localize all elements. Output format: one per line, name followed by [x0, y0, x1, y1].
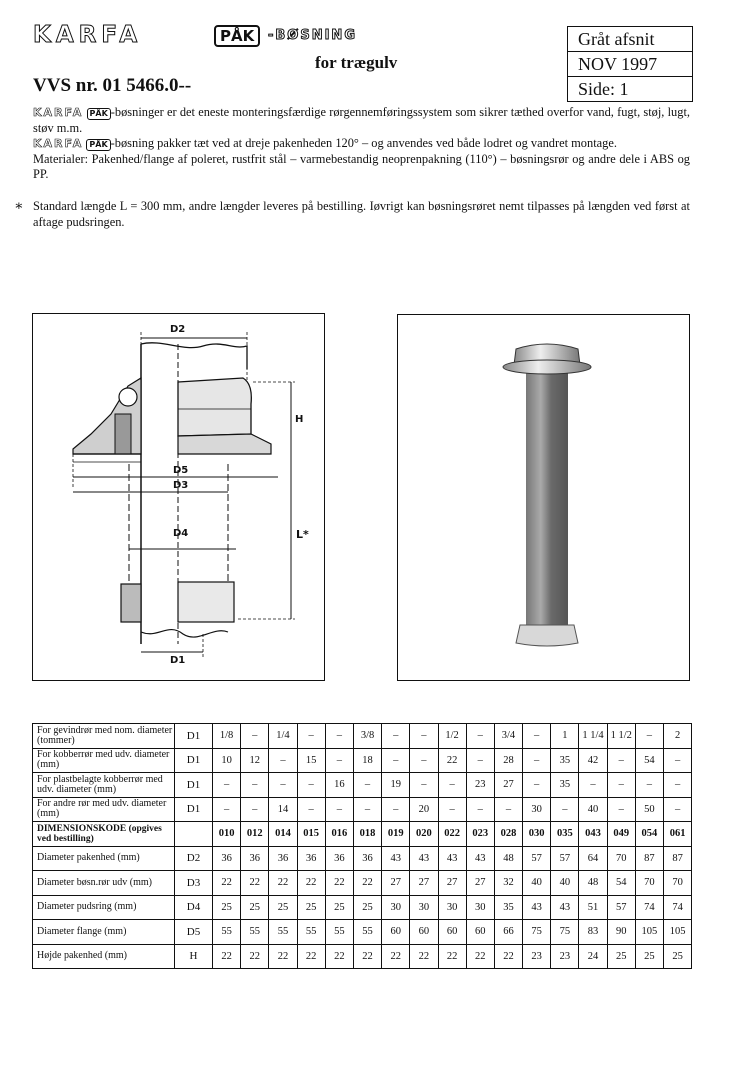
table-cell: 22 — [213, 871, 241, 896]
table-cell: 010 — [213, 822, 241, 847]
table-cell: 27 — [438, 871, 466, 896]
label-d3: D3 — [173, 480, 189, 491]
table-cell: 28 — [494, 748, 522, 773]
row-label: Diameter pakenhed (mm) — [33, 846, 175, 871]
product-photo — [397, 314, 690, 681]
row-symbol — [175, 822, 213, 847]
table-cell: 015 — [297, 822, 325, 847]
table-cell: 32 — [494, 871, 522, 896]
table-cell: 87 — [664, 846, 692, 871]
row-label: Diameter pudsring (mm) — [33, 895, 175, 920]
table-cell: 3/4 — [494, 724, 522, 749]
table-cell: 36 — [213, 846, 241, 871]
table-cell: 30 — [466, 895, 494, 920]
table-cell: – — [410, 773, 438, 798]
table-cell: – — [241, 797, 269, 822]
table-cell: – — [325, 797, 353, 822]
table-cell: 22 — [353, 944, 381, 969]
section-drawing — [33, 314, 324, 680]
inline-brand: KARFA — [33, 106, 84, 119]
table-row — [33, 748, 692, 773]
table-cell: 22 — [325, 944, 353, 969]
table-cell: 55 — [297, 920, 325, 945]
table-cell: 40 — [523, 871, 551, 896]
row-label: Diameter bøsn.rør udv (mm) — [33, 871, 175, 896]
table-cell: – — [607, 773, 635, 798]
table-cell: 60 — [410, 920, 438, 945]
table-row — [33, 797, 692, 822]
table-cell: 016 — [325, 822, 353, 847]
table-cell: – — [325, 748, 353, 773]
table-cell: 22 — [438, 944, 466, 969]
table-cell: 51 — [579, 895, 607, 920]
table-cell: 22 — [466, 944, 494, 969]
table-cell: 83 — [579, 920, 607, 945]
row-symbol: D5 — [175, 920, 213, 945]
table-row — [33, 895, 692, 920]
table-cell: 74 — [664, 895, 692, 920]
table-cell: 061 — [664, 822, 692, 847]
table-cell: 27 — [382, 871, 410, 896]
table-cell: 22 — [297, 871, 325, 896]
section-label: Gråt afsnit — [568, 27, 692, 52]
table-cell: 57 — [551, 846, 579, 871]
table-cell: – — [551, 797, 579, 822]
table-cell: 019 — [382, 822, 410, 847]
table-cell: 3/8 — [353, 724, 381, 749]
table-cell: – — [297, 773, 325, 798]
table-cell: – — [664, 748, 692, 773]
table-cell: 1/8 — [213, 724, 241, 749]
table-cell: 25 — [297, 895, 325, 920]
table-cell: – — [523, 748, 551, 773]
table-cell: 24 — [579, 944, 607, 969]
table-cell: 020 — [410, 822, 438, 847]
table-cell: 2 — [664, 724, 692, 749]
table-cell: 36 — [269, 846, 297, 871]
table-cell: 40 — [551, 871, 579, 896]
table-cell: 25 — [664, 944, 692, 969]
subtitle: for trægulv — [315, 53, 398, 72]
info-box — [567, 26, 693, 102]
table-cell: – — [325, 724, 353, 749]
product-name: -BØSNING — [268, 28, 357, 43]
table-cell: – — [466, 724, 494, 749]
table-cell: 43 — [466, 846, 494, 871]
table-cell: – — [382, 797, 410, 822]
row-symbol: D1 — [175, 724, 213, 749]
table-row — [33, 724, 692, 749]
table-cell: 030 — [523, 822, 551, 847]
table-cell: 36 — [353, 846, 381, 871]
table-cell: 90 — [607, 920, 635, 945]
table-cell: 105 — [635, 920, 663, 945]
inline-brand: KARFA — [33, 137, 84, 150]
table-cell: 60 — [382, 920, 410, 945]
table-cell: 012 — [241, 822, 269, 847]
table-cell: 1/2 — [438, 724, 466, 749]
intro-p2: KARFA PÅK -bøsning pakker tæt ved at dreje pakenheden 120° – og anvendes ved både lodret og vandret montage. — [33, 136, 617, 150]
intro-text — [33, 105, 690, 183]
row-symbol: D1 — [175, 773, 213, 798]
row-symbol: D1 — [175, 797, 213, 822]
table-cell: – — [466, 797, 494, 822]
table-cell: 70 — [607, 846, 635, 871]
table-cell: – — [213, 797, 241, 822]
table-cell: – — [297, 724, 325, 749]
table-cell: 23 — [523, 944, 551, 969]
table-cell: 43 — [382, 846, 410, 871]
table-cell: 74 — [635, 895, 663, 920]
table-cell: 66 — [494, 920, 522, 945]
star-mark: ∗ — [14, 199, 24, 214]
table-cell: – — [607, 797, 635, 822]
row-symbol: D3 — [175, 871, 213, 896]
table-cell: 25 — [325, 895, 353, 920]
table-cell: 48 — [494, 846, 522, 871]
row-label: DIMENSIONSKODE (opgives ved bestilling) — [33, 822, 175, 847]
table-cell: – — [438, 773, 466, 798]
table-cell: 55 — [241, 920, 269, 945]
table-cell: 018 — [353, 822, 381, 847]
row-label: For plastbelagte kobberrør med udv. diameter (mm) — [33, 773, 175, 798]
table-cell: – — [241, 773, 269, 798]
table-row — [33, 822, 692, 847]
table-cell: – — [635, 724, 663, 749]
table-cell: 87 — [635, 846, 663, 871]
table-cell: – — [269, 748, 297, 773]
table-cell: 1 — [551, 724, 579, 749]
bushing-photo — [398, 315, 689, 680]
table-cell: 60 — [466, 920, 494, 945]
table-cell: 42 — [579, 748, 607, 773]
table-cell: – — [382, 748, 410, 773]
inline-pak: PÅK — [86, 139, 110, 151]
table-cell: – — [410, 748, 438, 773]
pak-logo: PÅK — [214, 25, 260, 47]
table-cell: 55 — [325, 920, 353, 945]
table-cell: 43 — [438, 846, 466, 871]
table-cell: 70 — [664, 871, 692, 896]
table-cell: – — [607, 748, 635, 773]
table-cell: 25 — [635, 944, 663, 969]
table-cell: 25 — [353, 895, 381, 920]
table-cell: – — [523, 724, 551, 749]
table-cell: 12 — [241, 748, 269, 773]
table-cell: 75 — [551, 920, 579, 945]
table-cell: 10 — [213, 748, 241, 773]
table-row — [33, 871, 692, 896]
table-cell: – — [579, 773, 607, 798]
table-cell: 22 — [494, 944, 522, 969]
table-cell: – — [664, 797, 692, 822]
table-cell: 16 — [325, 773, 353, 798]
intro-p1: KARFA PÅK -bøsninger er det eneste monteringsfærdige rørgennemføringssystem som sikrer tæthed overfor vand, fugt, støj, lugt, støv m.m. — [33, 105, 690, 135]
table-cell: 27 — [466, 871, 494, 896]
table-cell: 022 — [438, 822, 466, 847]
row-label: For gevindrør med nom. diameter (tommer) — [33, 724, 175, 749]
table-row — [33, 944, 692, 969]
table-cell: 27 — [494, 773, 522, 798]
table-cell: 43 — [523, 895, 551, 920]
brand-logo: KARFA — [33, 22, 143, 48]
table-cell: 25 — [213, 895, 241, 920]
table-cell: 30 — [382, 895, 410, 920]
row-symbol: D1 — [175, 748, 213, 773]
table-cell: 35 — [551, 748, 579, 773]
table-cell: 54 — [635, 748, 663, 773]
inline-pak: PÅK — [87, 108, 111, 120]
table-row — [33, 773, 692, 798]
table-cell: 50 — [635, 797, 663, 822]
table-cell: 22 — [213, 944, 241, 969]
label-d1: D1 — [170, 655, 186, 666]
table-cell: 035 — [551, 822, 579, 847]
table-cell: 36 — [325, 846, 353, 871]
label-h: H — [295, 414, 304, 425]
table-cell: – — [241, 724, 269, 749]
table-cell: – — [466, 748, 494, 773]
label-d2: D2 — [170, 324, 186, 335]
table-cell: 30 — [523, 797, 551, 822]
label-d4: D4 — [173, 528, 189, 539]
table-cell: 55 — [213, 920, 241, 945]
table-cell: 023 — [466, 822, 494, 847]
table-cell: 22 — [241, 944, 269, 969]
table-cell: – — [523, 773, 551, 798]
table-cell: 57 — [523, 846, 551, 871]
table-cell: 22 — [325, 871, 353, 896]
table-cell: 36 — [241, 846, 269, 871]
table-cell: 054 — [635, 822, 663, 847]
label-l: L* — [296, 528, 309, 541]
table-cell: 43 — [410, 846, 438, 871]
table-cell: 54 — [607, 871, 635, 896]
table-cell: 25 — [607, 944, 635, 969]
table-cell: 22 — [269, 944, 297, 969]
table-cell: 30 — [438, 895, 466, 920]
table-cell: 43 — [551, 895, 579, 920]
table-cell: 27 — [410, 871, 438, 896]
table-cell: 22 — [382, 944, 410, 969]
page-label: Side: 1 — [578, 79, 629, 99]
date-label: NOV 1997 — [568, 52, 692, 77]
table-cell: – — [494, 797, 522, 822]
table-cell: 48 — [579, 871, 607, 896]
vvs-number: VVS nr. 01 5466.0-- — [33, 75, 192, 96]
table-cell: 36 — [297, 846, 325, 871]
table-cell: – — [635, 773, 663, 798]
table-cell: 22 — [269, 871, 297, 896]
table-cell: – — [269, 773, 297, 798]
table-cell: 1 1/4 — [579, 724, 607, 749]
table-cell: 22 — [241, 871, 269, 896]
table-cell: 55 — [353, 920, 381, 945]
table-cell: 57 — [607, 895, 635, 920]
table-cell: 55 — [269, 920, 297, 945]
table-cell: 028 — [494, 822, 522, 847]
row-label: Diameter flange (mm) — [33, 920, 175, 945]
table-cell: 14 — [269, 797, 297, 822]
label-d5: D5 — [173, 465, 189, 476]
table-cell: 23 — [466, 773, 494, 798]
row-label: For andre rør med udv. diameter (mm) — [33, 797, 175, 822]
table-cell: 25 — [241, 895, 269, 920]
table-cell: 22 — [438, 748, 466, 773]
table-cell: 22 — [410, 944, 438, 969]
table-cell: 22 — [353, 871, 381, 896]
row-symbol: D2 — [175, 846, 213, 871]
table-cell: 15 — [297, 748, 325, 773]
intro-p3: Materialer: Pakenhed/flange af poleret, rustfrit stål – varmebestandig neoprenpakning (110°) – bøsningsrør og andre dele i ABS og PP. — [33, 151, 690, 181]
dimension-table — [32, 723, 692, 969]
table-cell: 22 — [297, 944, 325, 969]
table-cell: 25 — [269, 895, 297, 920]
table-cell: 19 — [382, 773, 410, 798]
table-cell: 30 — [410, 895, 438, 920]
table-cell: – — [410, 724, 438, 749]
table-cell: – — [438, 797, 466, 822]
table-cell: 049 — [607, 822, 635, 847]
table-cell: 35 — [551, 773, 579, 798]
table-cell: 75 — [523, 920, 551, 945]
technical-drawing — [32, 313, 325, 681]
table-cell: 014 — [269, 822, 297, 847]
table-cell: 64 — [579, 846, 607, 871]
table-cell: – — [213, 773, 241, 798]
row-label: Højde pakenhed (mm) — [33, 944, 175, 969]
table-cell: 40 — [579, 797, 607, 822]
table-cell: 1/4 — [269, 724, 297, 749]
table-row — [33, 920, 692, 945]
row-symbol: D4 — [175, 895, 213, 920]
table-cell: 60 — [438, 920, 466, 945]
row-symbol: H — [175, 944, 213, 969]
table-cell: 20 — [410, 797, 438, 822]
intro-p4: Standard længde L = 300 mm, andre længder leveres på bestilling. Iøvrigt kan bøsningsrøret nemt tilpasses på længden ved først at aftage pudsringen. — [33, 199, 690, 229]
row-label: For kobberrør med udv. diameter (mm) — [33, 748, 175, 773]
table-cell: 23 — [551, 944, 579, 969]
table-cell: 70 — [635, 871, 663, 896]
table-row — [33, 846, 692, 871]
table-cell: 043 — [579, 822, 607, 847]
table-cell: – — [353, 773, 381, 798]
table-cell: 18 — [353, 748, 381, 773]
table-cell: 35 — [494, 895, 522, 920]
table-cell: – — [353, 797, 381, 822]
table-cell: – — [382, 724, 410, 749]
table-cell: – — [664, 773, 692, 798]
table-cell: 105 — [664, 920, 692, 945]
table-cell: 1 1/2 — [607, 724, 635, 749]
table-cell: – — [297, 797, 325, 822]
